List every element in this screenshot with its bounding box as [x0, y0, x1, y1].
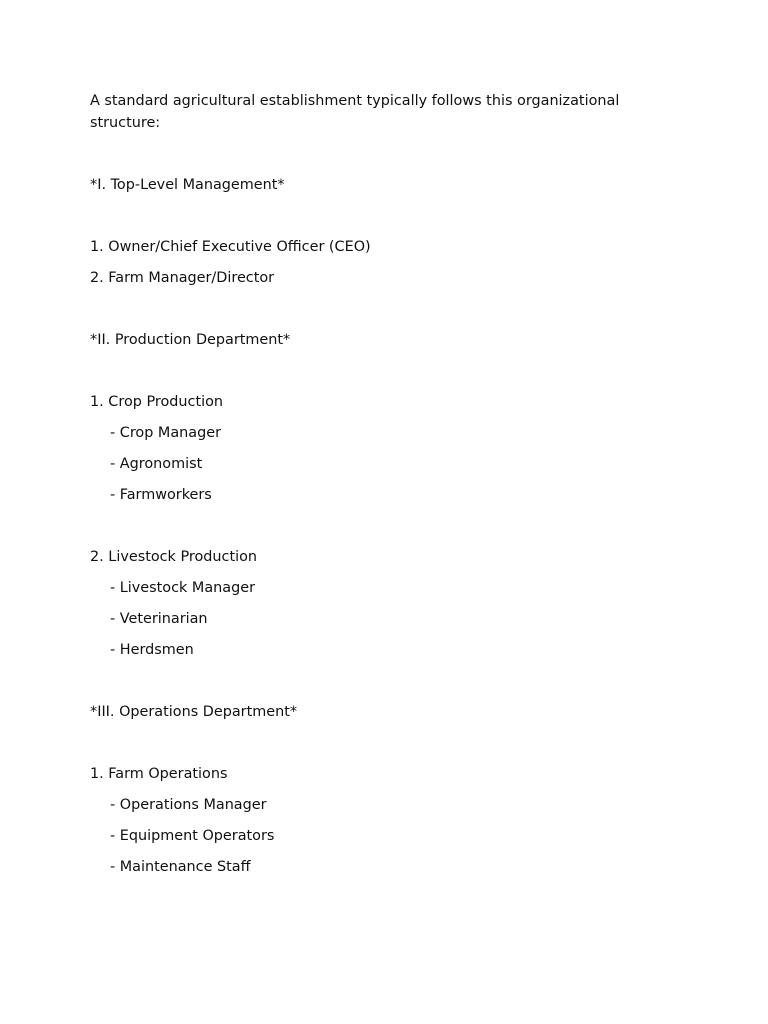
list-item: 1. Crop Production	[90, 394, 224, 410]
list-subitem: - Herdsmen	[110, 642, 194, 658]
section-heading-top-level-management: *I. Top-Level Management*	[90, 177, 285, 193]
document-body	[90, 90, 670, 878]
list-item: 2. Livestock Production	[90, 549, 258, 565]
list-subitem: - Veterinarian	[110, 611, 208, 627]
list-item: 2. Farm Manager/Director	[90, 270, 275, 286]
section-heading-operations-department: *III. Operations Department*	[90, 704, 298, 720]
section-heading-production-department: *II. Production Department*	[90, 332, 291, 348]
intro-paragraph: A standard agricultural establishment typically follows this organizational structure:	[90, 93, 620, 131]
list-subitem: - Equipment Operators	[110, 828, 275, 844]
list-subitem: - Maintenance Staff	[110, 859, 251, 875]
list-item: 1. Owner/Chief Executive Officer (CEO)	[90, 239, 371, 255]
list-subitem: - Agronomist	[110, 456, 203, 472]
list-item: 1. Farm Operations	[90, 766, 228, 782]
list-subitem: - Farmworkers	[110, 487, 212, 503]
list-subitem: - Crop Manager	[110, 425, 222, 441]
list-subitem: - Livestock Manager	[110, 580, 255, 596]
list-subitem: - Operations Manager	[110, 797, 267, 813]
